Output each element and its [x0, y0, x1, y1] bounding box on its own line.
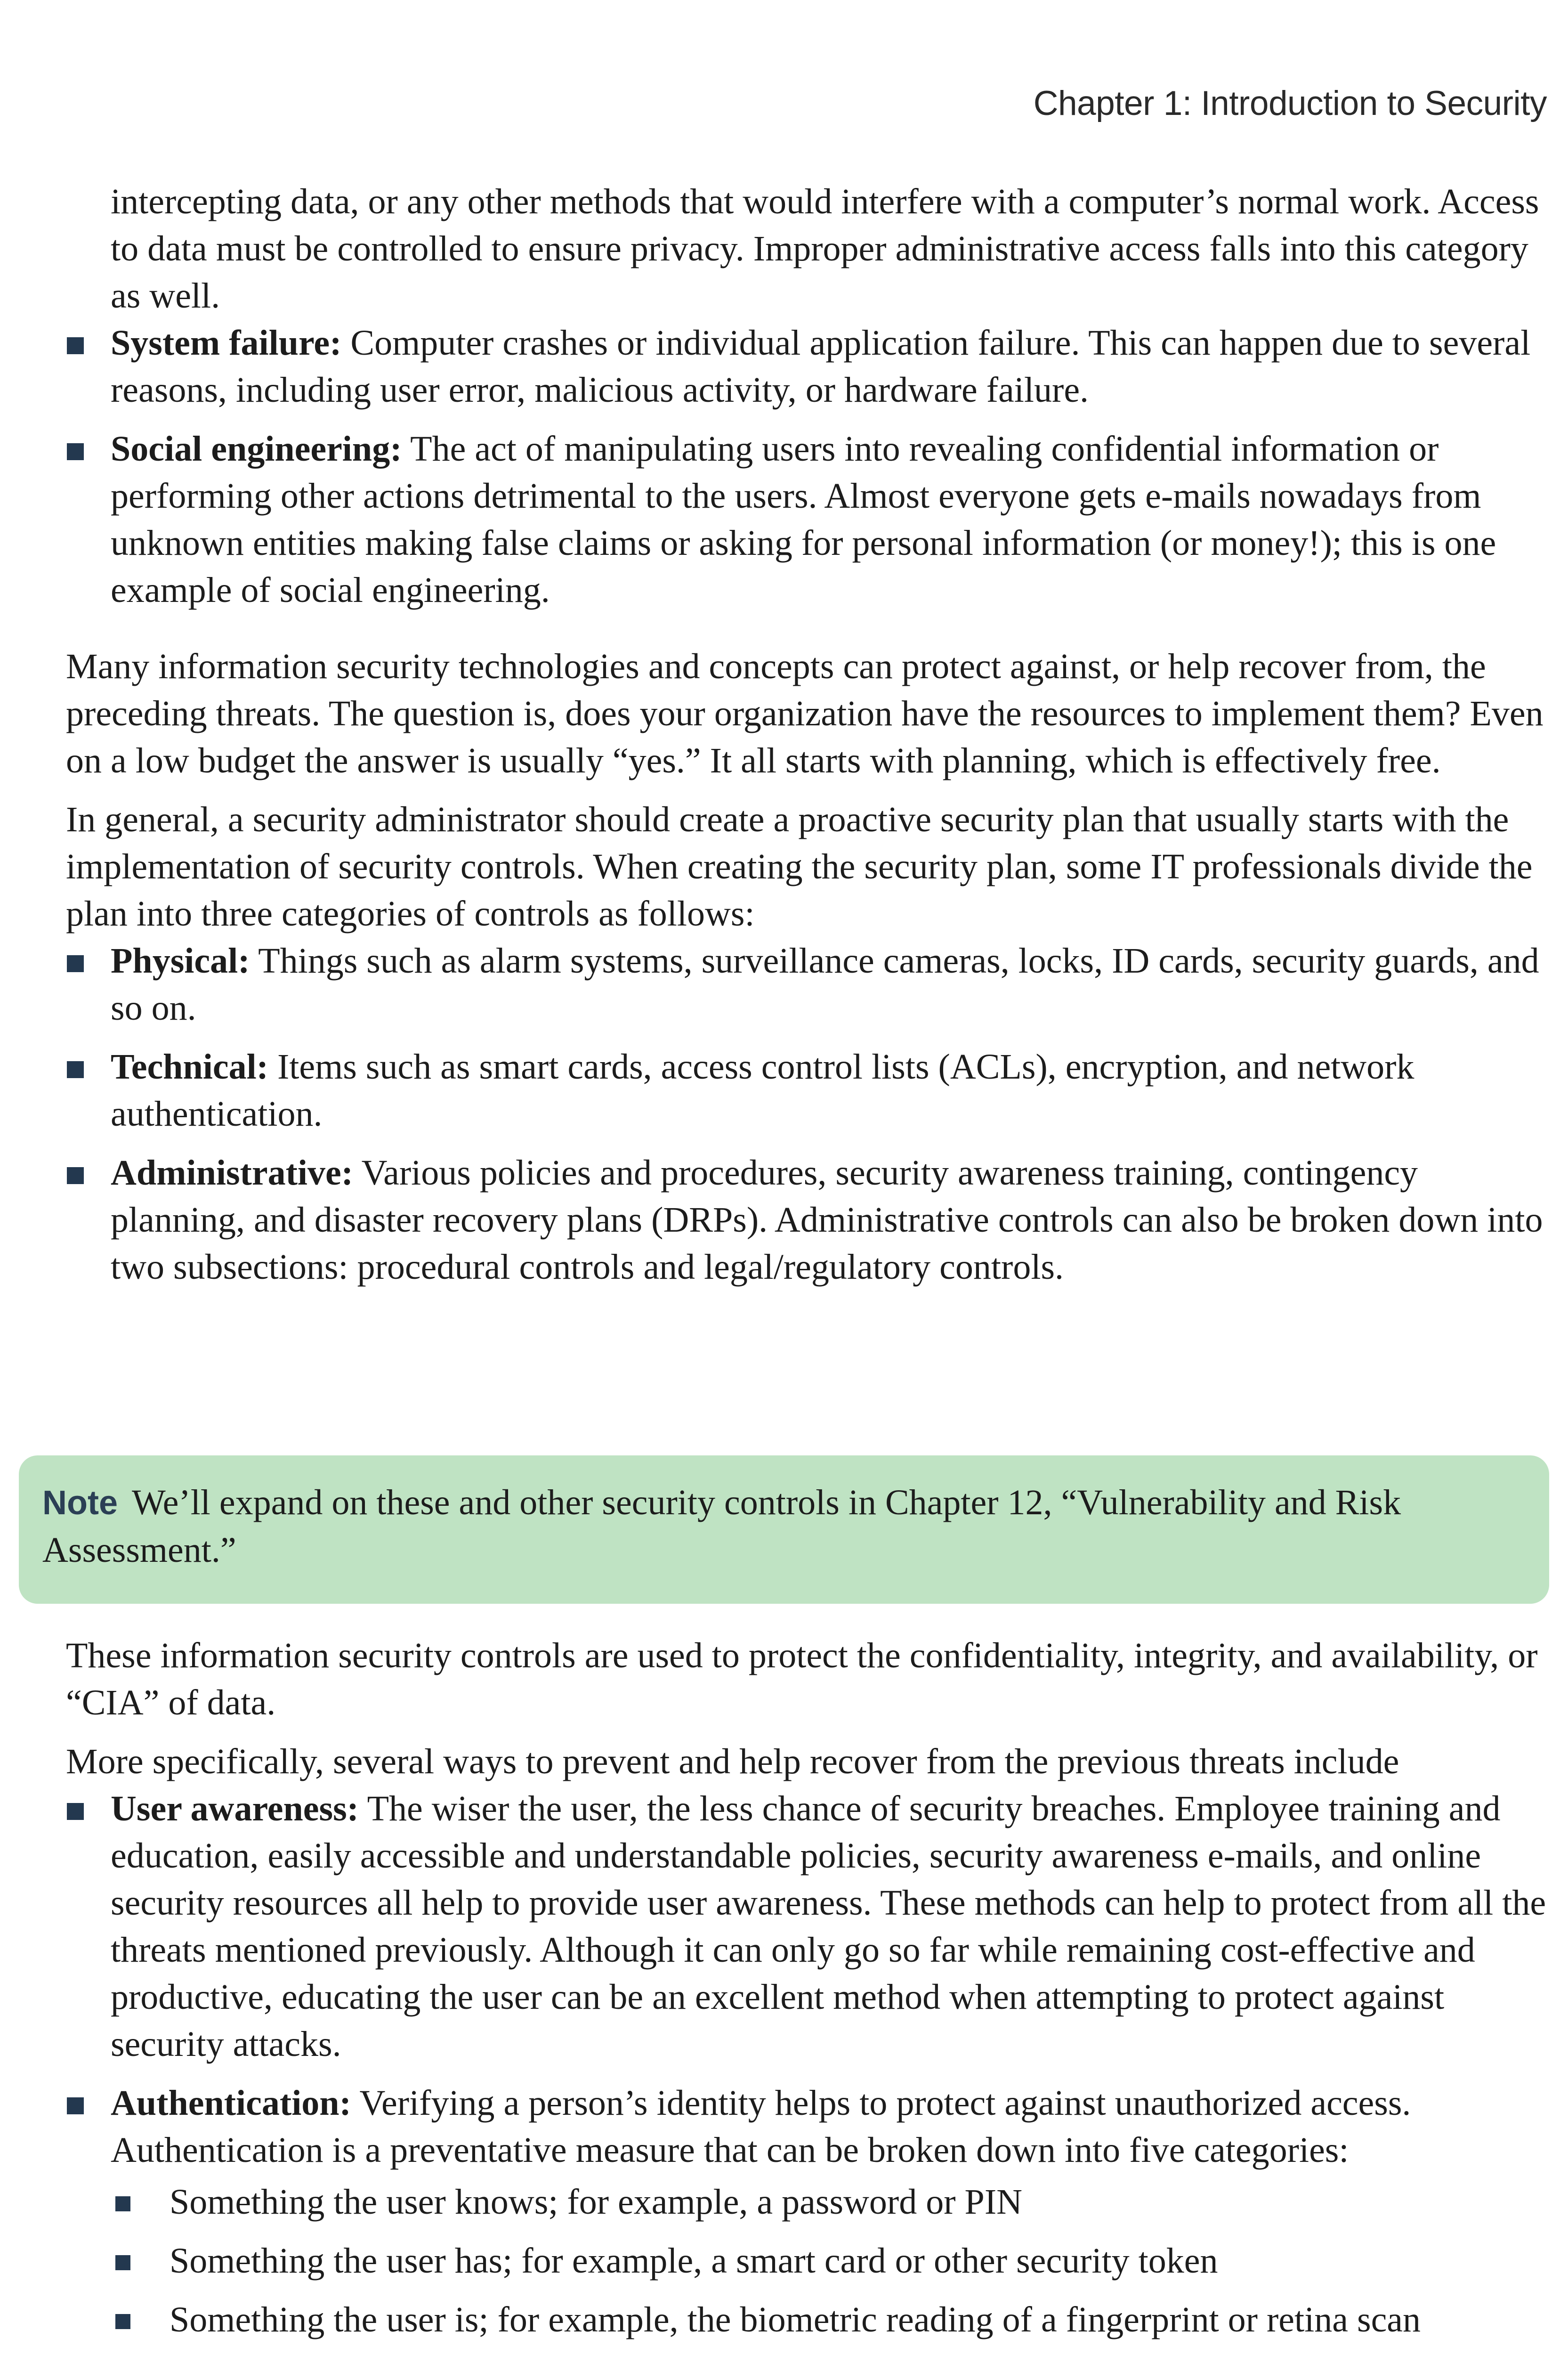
- list-item-administrative: [66, 1149, 1549, 1291]
- list-item-physical: [66, 937, 1549, 1031]
- running-head: Chapter 1: Introduction to Security: [1033, 84, 1547, 122]
- term: Technical:: [111, 1047, 268, 1087]
- term: System failure:: [111, 323, 342, 363]
- term: Physical:: [111, 941, 250, 981]
- paragraph-prevention-intro: More specifically, several ways to prevent and help recover from the previous threats include: [66, 1742, 1399, 1781]
- list-item-social-engineering: [66, 425, 1549, 614]
- list-item-user-awareness: [66, 1785, 1549, 2068]
- list-item: Something the user knows; for example, a password or PIN: [111, 2178, 1549, 2225]
- list-item-system-failure: [66, 319, 1549, 414]
- definition: Things such as alarm systems, surveillance cameras, locks, ID cards, security guards, and so on.: [111, 941, 1539, 1028]
- paragraph-cia: These information security controls are used to protect the confidentiality, integrity, and availability, or “CIA” of data.: [66, 1636, 1538, 1722]
- definition: The wiser the user, the less chance of security breaches. Employee training and education, easily accessible and understandable policies, security awareness e-mails, and online security resources all help to provide user awareness. These methods can help to protect from all the threats mentioned previously. Although it can only go so far while remaining cost-effective and productive, educating the user can be an excellent method when attempting to protect against security attacks.: [111, 1789, 1546, 2064]
- auth-categories-list: [111, 2178, 1549, 2355]
- list-item-technical: [66, 1043, 1549, 1137]
- term: User awareness:: [111, 1789, 359, 1828]
- threat-list: [66, 319, 1549, 614]
- list-item: Something the user has; for example, a smart card or other security token: [111, 2237, 1549, 2284]
- note-box: [19, 1455, 1549, 1604]
- list-item-authentication: [66, 2079, 1549, 2355]
- bottom-section: [66, 1632, 1549, 2355]
- paragraph-threats-protection: Many information security technologies and concepts can protect against, or help recover from, the preceding threats. The question is, does your organization have the resources to implement them? Even on a low budget the answer is usually “yes.” It all starts with planning, which is effectively free.: [66, 647, 1544, 780]
- note-text: We’ll expand on these and other security controls in Chapter 12, “Vulnerability and Risk Assessment.”: [42, 1483, 1401, 1570]
- note-label: Note: [42, 1484, 118, 1522]
- definition: The act of manipulating users into revealing confidential information or performing other actions detrimental to the users. Almost everyone gets e-mails nowadays from unknown entities making false claims or asking for personal information (or money!); this is one example of social engineering.: [111, 429, 1496, 610]
- continued-paragraph: intercepting data, or any other methods that would interfere with a computer’s normal work. Access to data must be controlled to ensure privacy. Improper administrative access falls into this category as well.: [111, 182, 1539, 316]
- top-section: [66, 178, 1549, 1291]
- definition: Various policies and procedures, security awareness training, contingency planning, and disaster recovery plans (DRPs). Administrative controls can also be broken down into two subsections: procedural controls and legal/regulatory controls.: [111, 1153, 1543, 1287]
- list-item: Something the user is; for example, the biometric reading of a fingerprint or retina scan: [111, 2296, 1549, 2343]
- term: Authentication:: [111, 2083, 351, 2123]
- definition: Computer crashes or individual application failure. This can happen due to several reasons, including user error, malicious activity, or hardware failure.: [111, 323, 1531, 410]
- methods-list: [66, 1785, 1549, 2355]
- controls-list: [66, 937, 1549, 1291]
- term: Social engineering:: [111, 429, 402, 469]
- paragraph-security-plan: In general, a security administrator should create a proactive security plan that usually starts with the implementation of security controls. When creating the security plan, some IT professionals divide the plan into three categories of controls as follows:: [66, 800, 1533, 934]
- definition: Items such as smart cards, access control lists (ACLs), encryption, and network authentication.: [111, 1047, 1414, 1134]
- term: Administrative:: [111, 1153, 354, 1193]
- definition: Verifying a person’s identity helps to protect against unauthorized access. Authentication is a preventative measure that can be broken down into five categories:: [111, 2083, 1411, 2170]
